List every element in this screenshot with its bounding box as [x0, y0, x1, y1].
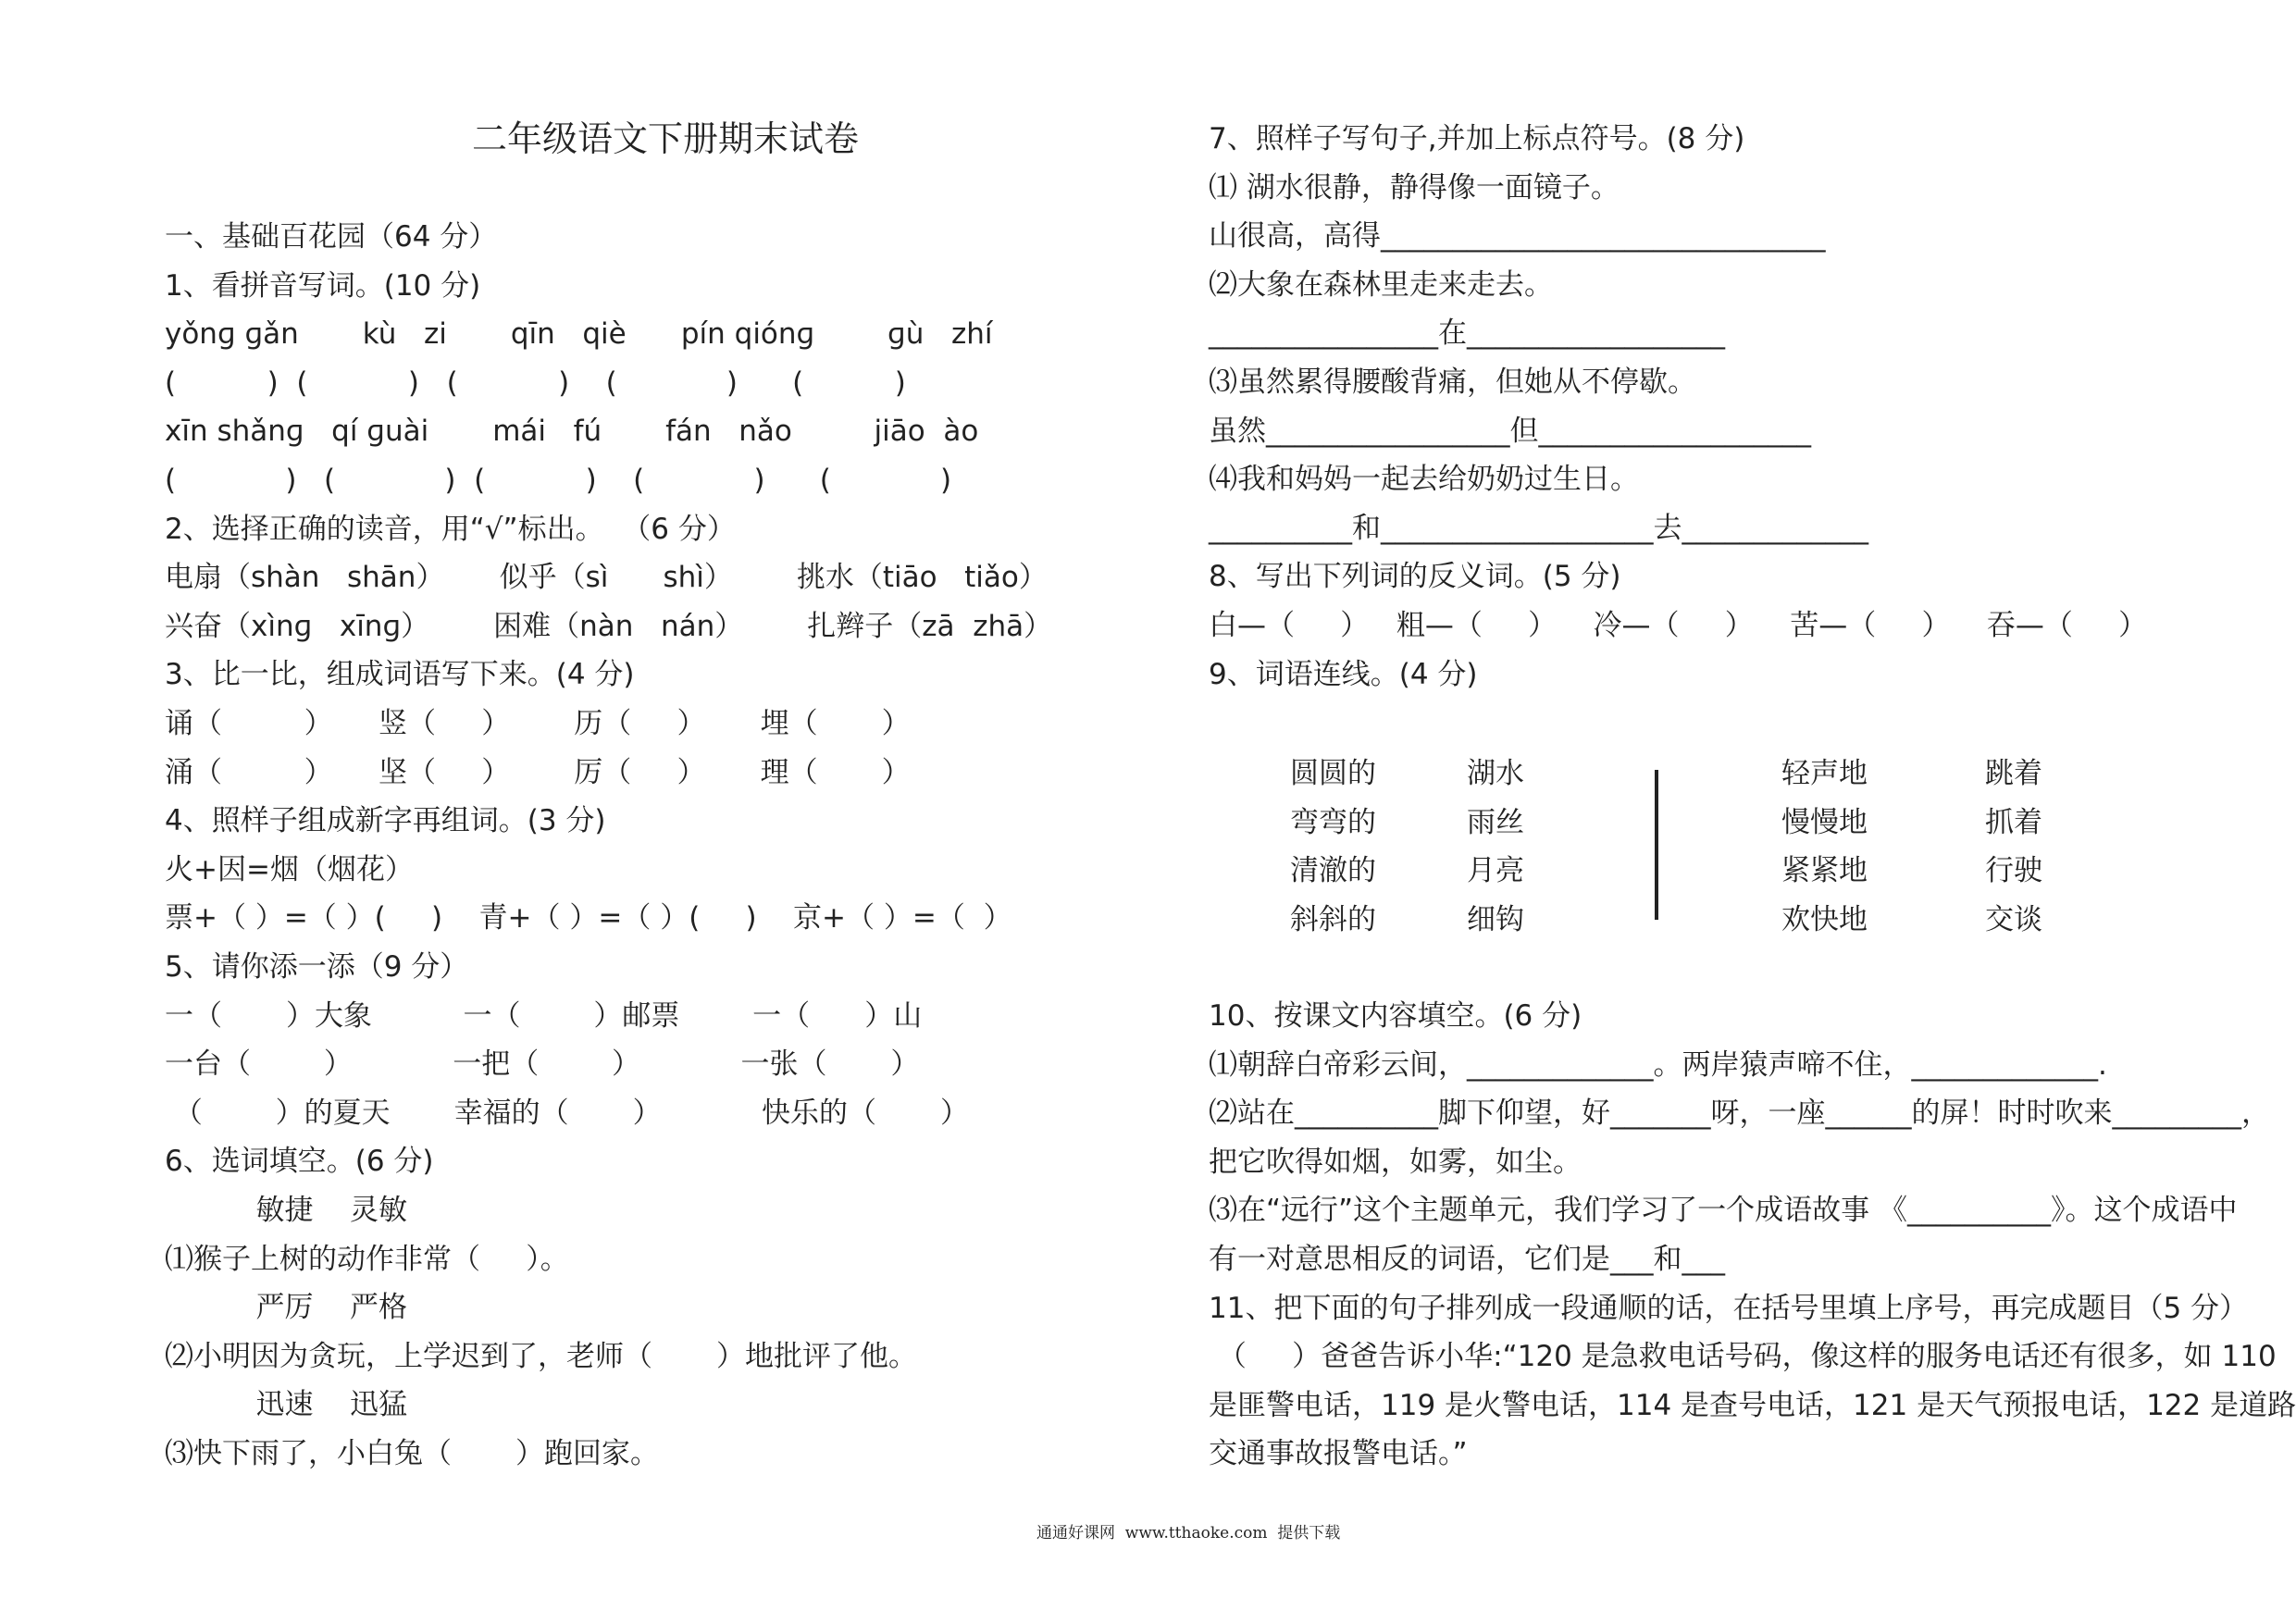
- text-line: 4、照样子组成新字再组词。(3 分): [165, 804, 606, 838]
- matching-word: 月亮: [1467, 854, 1524, 888]
- text-line: 7、照样子写句子,并加上标点符号。(8 分): [1209, 122, 1745, 155]
- text-line: 严厉 严格: [165, 1291, 407, 1325]
- text-line: 2、选择正确的读音，用“√”标出。 （6 分）: [165, 512, 736, 546]
- text-line: 把它吹得如烟，如雾，如尘。: [1209, 1145, 1582, 1179]
- matching-word: 细钩: [1467, 902, 1524, 936]
- text-line: 火+因=烟（烟花）: [165, 852, 414, 886]
- text-line: 有一对意思相反的词语，它们是___和___: [1209, 1243, 1725, 1276]
- matching-word: 湖水: [1467, 757, 1524, 790]
- text-line: ________________在__________________: [1209, 316, 1725, 351]
- text-line: ⑴ 湖水很静，静得像一面镜子。: [1209, 170, 1620, 204]
- text-line: 迅速 迅猛: [165, 1388, 407, 1422]
- text-line: 山很高，高得_______________________________: [1209, 219, 1826, 254]
- text-line: 10、按课文内容填空。(6 分): [1209, 999, 1582, 1033]
- text-line: ⑶快下雨了，小白兔（ ）跑回家。: [165, 1437, 659, 1470]
- matching-word: 欢快地: [1781, 902, 1868, 936]
- matching-word: 交谈: [1985, 902, 2042, 936]
- text-line: ⑵大象在森林里走来走去。: [1209, 267, 1553, 302]
- text-line: __________和___________________去_____________: [1209, 511, 1868, 545]
- text-line: ⑵站在__________脚下仰望，好_______呀，一座______的屏！时时吹来_________，: [1209, 1096, 2270, 1131]
- text-line: 6、选词填空。(6 分): [165, 1145, 434, 1179]
- text-line: 虽然_________________但___________________: [1209, 414, 1811, 448]
- matching-word: 跳着: [1985, 757, 2042, 790]
- text-line: 1、看拼音写词。(10 分): [165, 268, 481, 303]
- matching-word: 紧紧地: [1781, 854, 1868, 888]
- text-line: 一、基础百花园（64 分）: [165, 220, 498, 254]
- text-line: 敏捷 灵敏: [165, 1194, 407, 1227]
- matching-word: 清澈的: [1290, 854, 1376, 888]
- text-line: 3、比一比，组成词语写下来。(4 分): [165, 658, 635, 692]
- text-line: ( ) ( ) ( ) ( ) ( ): [165, 464, 952, 497]
- text-line: ⑴朝辞白帝彩云间，_____________。两岸猿声啼不住，_____________.: [1209, 1047, 2107, 1082]
- matching-word: 行驶: [1985, 854, 2042, 888]
- text-line: 是匪警电话，119 是火警电话，114 是查号电话，121 是天气预报电话，122 是道路: [1209, 1388, 2296, 1422]
- text-line: 11、把下面的句子排列成一段通顺的话，在括号里填上序号，再完成题目（5 分）: [1209, 1291, 2249, 1325]
- matching-word: 抓着: [1985, 805, 2042, 839]
- text-line: 白—（ ） 粗—（ ） 冷—（ ） 苦—（ ） 吞—（ ）: [1209, 609, 2148, 642]
- text-line: ⑶在“远行”这个主题单元，我们学习了一个成语故事 《__________》。这个成语中: [1209, 1194, 2238, 1228]
- page-title: 二年级语文下册期末试卷: [472, 118, 860, 159]
- text-line: 涌（ ） 坚（ ） 厉（ ） 理（ ）: [165, 755, 911, 789]
- matching-word: 雨丝: [1467, 805, 1524, 839]
- text-line: ⑶虽然累得腰酸背痛，但她从不停歇。: [1209, 365, 1696, 399]
- text-line: （ ）的夏天 幸福的（ ） 快乐的（ ）: [165, 1096, 970, 1130]
- text-line: ( ) ( ) ( ) ( ) ( ): [165, 365, 906, 400]
- text-line: xīn shǎnɡ qí ɡuài mái fú fán nǎo jiāo ào: [165, 415, 979, 449]
- text-line: yǒnɡ ɡǎn kù zi qīn qiè pín qiónɡ ɡù zhí: [165, 317, 993, 352]
- text-line: 兴奋（xìnɡ xīnɡ） 困难（nàn nán） 扎辫子（zā zhā）: [165, 609, 1053, 643]
- text-line: 诵（ ） 竖（ ） 历（ ） 埋（ ）: [165, 707, 911, 740]
- matching-word: 圆圆的: [1290, 757, 1376, 790]
- text-line: 一（ ）大象 一（ ）邮票 一（ ）山: [165, 998, 923, 1033]
- text-line: 电扇（shàn shān） 似乎（sì shì） 挑水（tiāo tiǎo）: [165, 561, 1048, 595]
- text-line: 票+（ ）=（ ）( ) 青+（ ）=（ ）( ) 京+（ ）=（ ）: [165, 901, 1012, 935]
- matching-word: 弯弯的: [1290, 805, 1376, 839]
- matching-word: 轻声地: [1781, 757, 1868, 790]
- matching-word: 慢慢地: [1781, 805, 1868, 839]
- text-line: 交通事故报警电话。”: [1209, 1437, 1468, 1471]
- footer-credit: 通通好课网 www.tthaoke.com 提供下载: [1036, 1524, 1341, 1542]
- text-line: ⑷我和妈妈一起去给奶奶过生日。: [1209, 463, 1639, 497]
- text-line: 9、词语连线。(4 分): [1209, 657, 1478, 691]
- matching-divider-line: [1655, 770, 1658, 920]
- matching-word: 斜斜的: [1290, 902, 1376, 936]
- text-line: ⑴猴子上树的动作非常（ ）。: [165, 1242, 569, 1276]
- text-line: 5、请你添一添（9 分）: [165, 950, 469, 984]
- text-line: ⑵小明因为贪玩，上学迟到了，老师（ ）地批评了他。: [165, 1339, 917, 1373]
- text-line: 一台（ ） 一把（ ） 一张（ ）: [165, 1047, 920, 1082]
- text-line: 8、写出下列词的反义词。(5 分): [1209, 560, 1621, 594]
- text-line: （ ）爸爸告诉小华:“120 是急救电话号码，像这样的服务电话还有很多，如 110: [1209, 1340, 2277, 1374]
